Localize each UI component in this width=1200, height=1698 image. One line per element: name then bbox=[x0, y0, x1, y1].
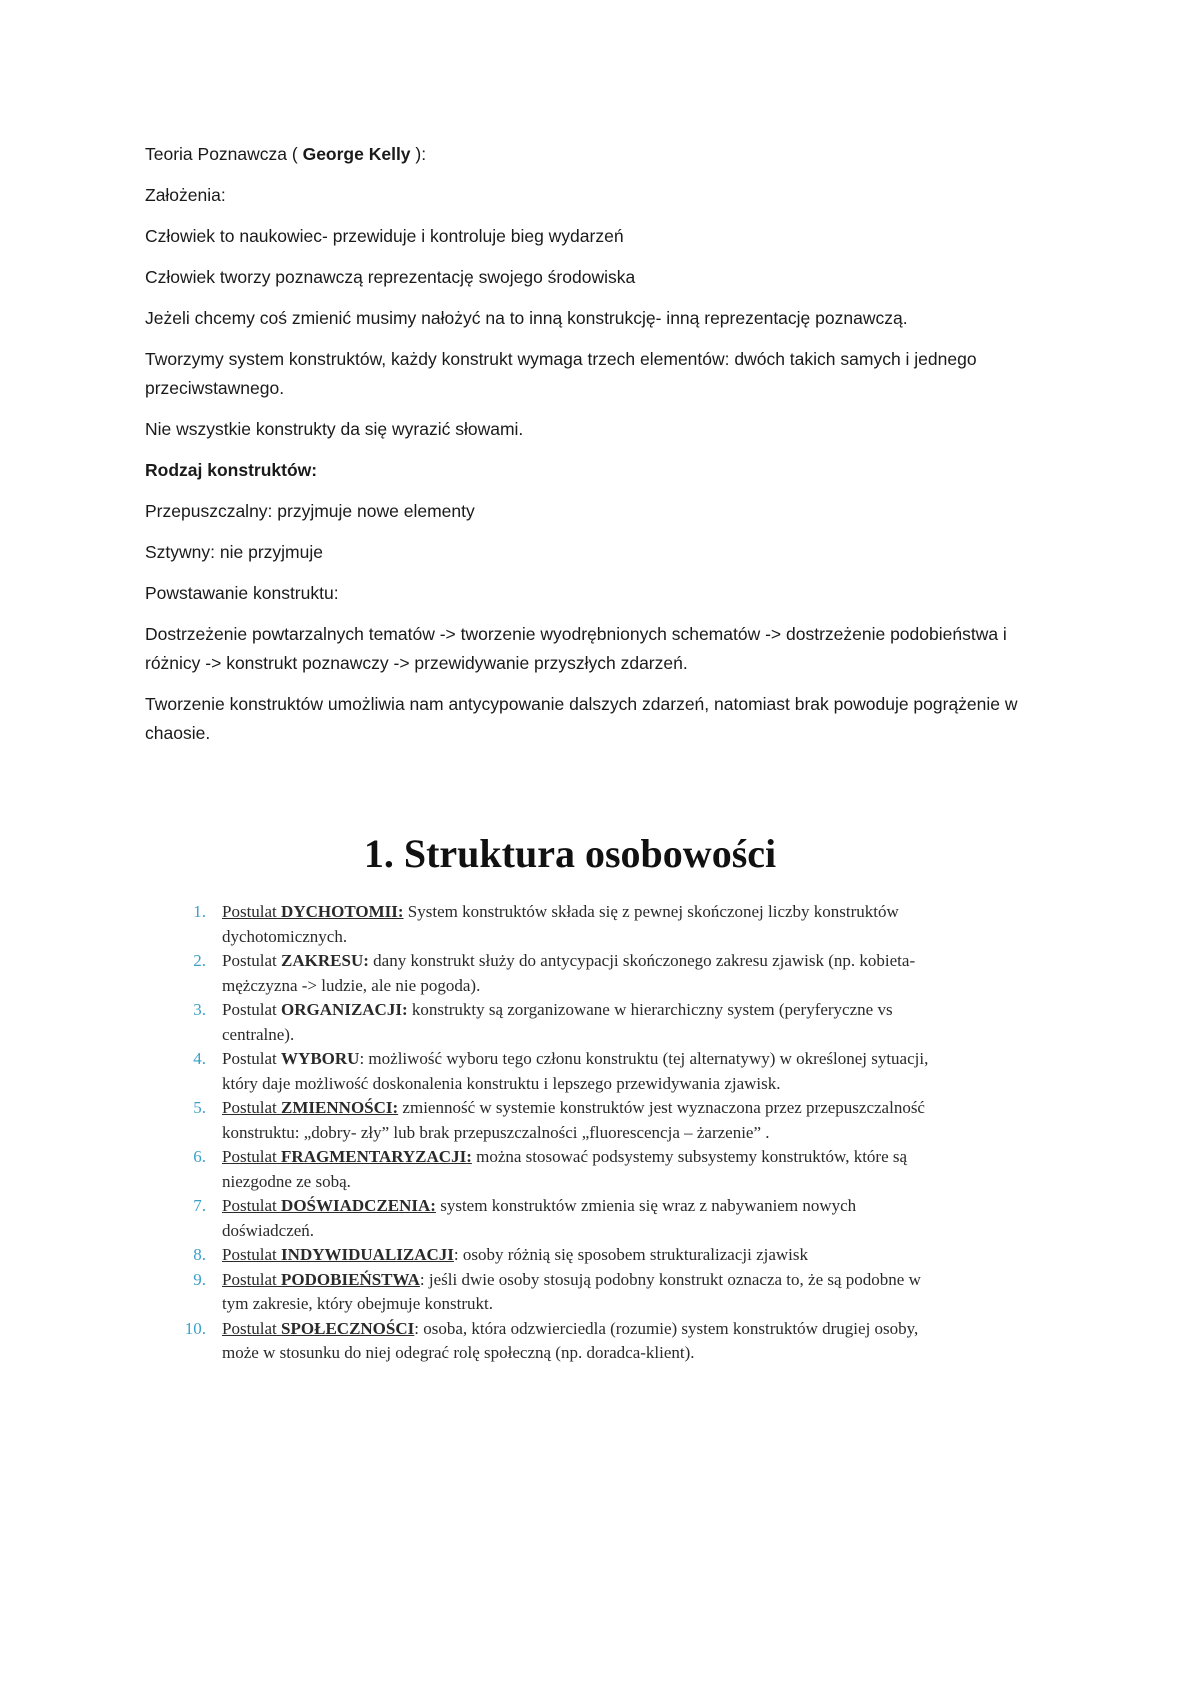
postulate-item bbox=[170, 1194, 950, 1243]
postulate-number: 4. bbox=[193, 1049, 206, 1068]
title-suffix: ): bbox=[410, 144, 427, 164]
slide-title: 1. Struktura osobowości bbox=[363, 831, 777, 876]
conclusion-paragraph: Tworzenie konstruktów umożliwia nam antycypowanie dalszych zdarzeń, natomiast brak powoduje pogrążenie w chaosie. bbox=[145, 694, 1018, 743]
postulate-prefix: Postulat bbox=[222, 1098, 282, 1117]
doc-title bbox=[145, 140, 1045, 169]
postulate-item bbox=[170, 1096, 950, 1145]
formation-paragraph: Dostrzeżenie powtarzalnych tematów -> tworzenie wyodrębnionych schematów -> dostrzeżenie podobieństwa i różnicy -> konstrukt poznawczy -> przewidywanie przyszłych zdarzeń. bbox=[145, 624, 1007, 673]
title-author: George Kelly bbox=[302, 144, 411, 164]
postulate-text: można stosować podsystemy subsystemy konstruktów, które są niezgodne ze sobą. bbox=[222, 1147, 908, 1191]
postulate-item bbox=[170, 998, 950, 1047]
postulate-prefix: Postulat bbox=[222, 1000, 282, 1019]
postulate-prefix: Postulat bbox=[222, 1147, 282, 1166]
types-label: Rodzaj konstruktów: bbox=[145, 460, 318, 480]
postulate-number: 9. bbox=[193, 1269, 206, 1289]
postulate-item bbox=[170, 1243, 950, 1268]
postulate-prefix: Postulat bbox=[222, 1269, 282, 1289]
postulates-list bbox=[170, 900, 950, 1366]
postulate-number: 2. bbox=[193, 951, 206, 970]
postulate-item bbox=[170, 949, 950, 998]
paragraph-3: Jeżeli chcemy coś zmienić musimy nałożyć na to inną konstrukcję- inną reprezentację poznawczą. bbox=[145, 308, 908, 328]
types-heading bbox=[145, 456, 1045, 485]
postulate-text: zmienność w systemie konstruktów jest wyznaczona przez przepuszczalność konstruktu: „dobry- zły” lub brak przepuszczalności „fluorescencja – żarzenie” . bbox=[222, 1098, 925, 1142]
postulate-text: : jeśli dwie osoby stosują podobny konstrukt oznacza to, że są podobne w tym zakresie, który obejmuje konstrukt. bbox=[222, 1269, 921, 1313]
postulate-keyword: DYCHOTOMII: bbox=[281, 902, 404, 921]
postulate-keyword: ZAKRESU: bbox=[281, 951, 369, 970]
postulate-keyword: PODOBIEŃSTWA bbox=[281, 1269, 420, 1289]
postulate-prefix: Postulat bbox=[222, 1245, 282, 1264]
postulate-number: 8. bbox=[193, 1245, 206, 1264]
embedded-slide bbox=[170, 830, 950, 1366]
postulate-keyword: FRAGMENTARYZACJI: bbox=[281, 1147, 472, 1166]
postulate-text: : osoba, która odzwierciedla (rozumie) system konstruktów drugiej osoby, może w stosunku do niej odegrać rolę społeczną (np. doradca-klient). bbox=[222, 1318, 919, 1362]
postulate-text: konstrukty są zorganizowane w hierarchiczny system (peryferyczne vs centralne). bbox=[222, 1000, 893, 1044]
postulate-number: 7. bbox=[193, 1196, 206, 1215]
postulate-item bbox=[170, 1047, 950, 1096]
paragraph-2: Człowiek tworzy poznawczą reprezentację swojego środowiska bbox=[145, 267, 636, 287]
postulate-text: : osoby różnią się sposobem strukturalizacji zjawisk bbox=[453, 1245, 808, 1264]
document-body bbox=[145, 140, 1045, 760]
postulate-text: system konstruktów zmienia się wraz z nabywaniem nowych doświadczeń. bbox=[222, 1196, 857, 1240]
paragraph-5: Nie wszystkie konstrukty da się wyrazić słowami. bbox=[145, 419, 524, 439]
postulate-prefix: Postulat bbox=[222, 1318, 282, 1338]
postulate-number: 10. bbox=[184, 1318, 206, 1338]
title-prefix: Teoria Poznawcza ( bbox=[145, 144, 303, 164]
postulate-number: 3. bbox=[193, 1000, 206, 1019]
postulate-text: : możliwość wyboru tego członu konstruktu (tej alternatywy) w określonej sytuacji, który daje możliwość doskonalenia konstruktu i lepszego przewidywania zjawisk. bbox=[222, 1049, 929, 1093]
postulate-keyword: DOŚWIADCZENIA: bbox=[281, 1196, 436, 1215]
paragraph-1: Człowiek to naukowiec- przewiduje i kontroluje bieg wydarzeń bbox=[145, 226, 624, 246]
postulate-number: 5. bbox=[193, 1098, 206, 1117]
paragraph-4: Tworzymy system konstruktów, każdy konstrukt wymaga trzech elementów: dwóch takich samych i jednego przeciwstawnego. bbox=[145, 349, 977, 398]
formation-label: Powstawanie konstruktu: bbox=[145, 583, 339, 603]
postulate-number: 1. bbox=[193, 902, 206, 921]
postulate-keyword: WYBORU bbox=[281, 1049, 360, 1068]
postulate-text: System konstruktów składa się z pewnej skończonej liczby konstruktów dychotomicznych. bbox=[222, 902, 899, 946]
postulate-number: 6. bbox=[193, 1147, 206, 1166]
postulate-prefix: Postulat bbox=[222, 1196, 282, 1215]
postulate-item bbox=[170, 1268, 950, 1317]
postulate-item bbox=[170, 1145, 950, 1194]
postulate-keyword: ZMIENNOŚCI: bbox=[281, 1098, 399, 1117]
postulate-prefix: Postulat bbox=[222, 1049, 282, 1068]
postulate-keyword: INDYWIDUALIZACJI bbox=[281, 1245, 454, 1264]
postulate-prefix: Postulat bbox=[222, 951, 282, 970]
assumptions-label: Założenia: bbox=[145, 185, 226, 205]
permeable-construct: Przepuszczalny: przyjmuje nowe elementy bbox=[145, 501, 475, 521]
postulate-prefix: Postulat bbox=[222, 902, 282, 921]
rigid-construct: Sztywny: nie przyjmuje bbox=[145, 542, 323, 562]
postulate-keyword: ORGANIZACJI: bbox=[281, 1000, 408, 1019]
postulate-text: dany konstrukt służy do antycypacji skończonego zakresu zjawisk (np. kobieta-mężczyzna -> ludzie, ale nie pogoda). bbox=[222, 951, 916, 995]
postulate-item bbox=[170, 900, 950, 949]
postulate-item bbox=[170, 1317, 950, 1366]
postulate-keyword: SPOŁECZNOŚCI bbox=[281, 1318, 415, 1338]
